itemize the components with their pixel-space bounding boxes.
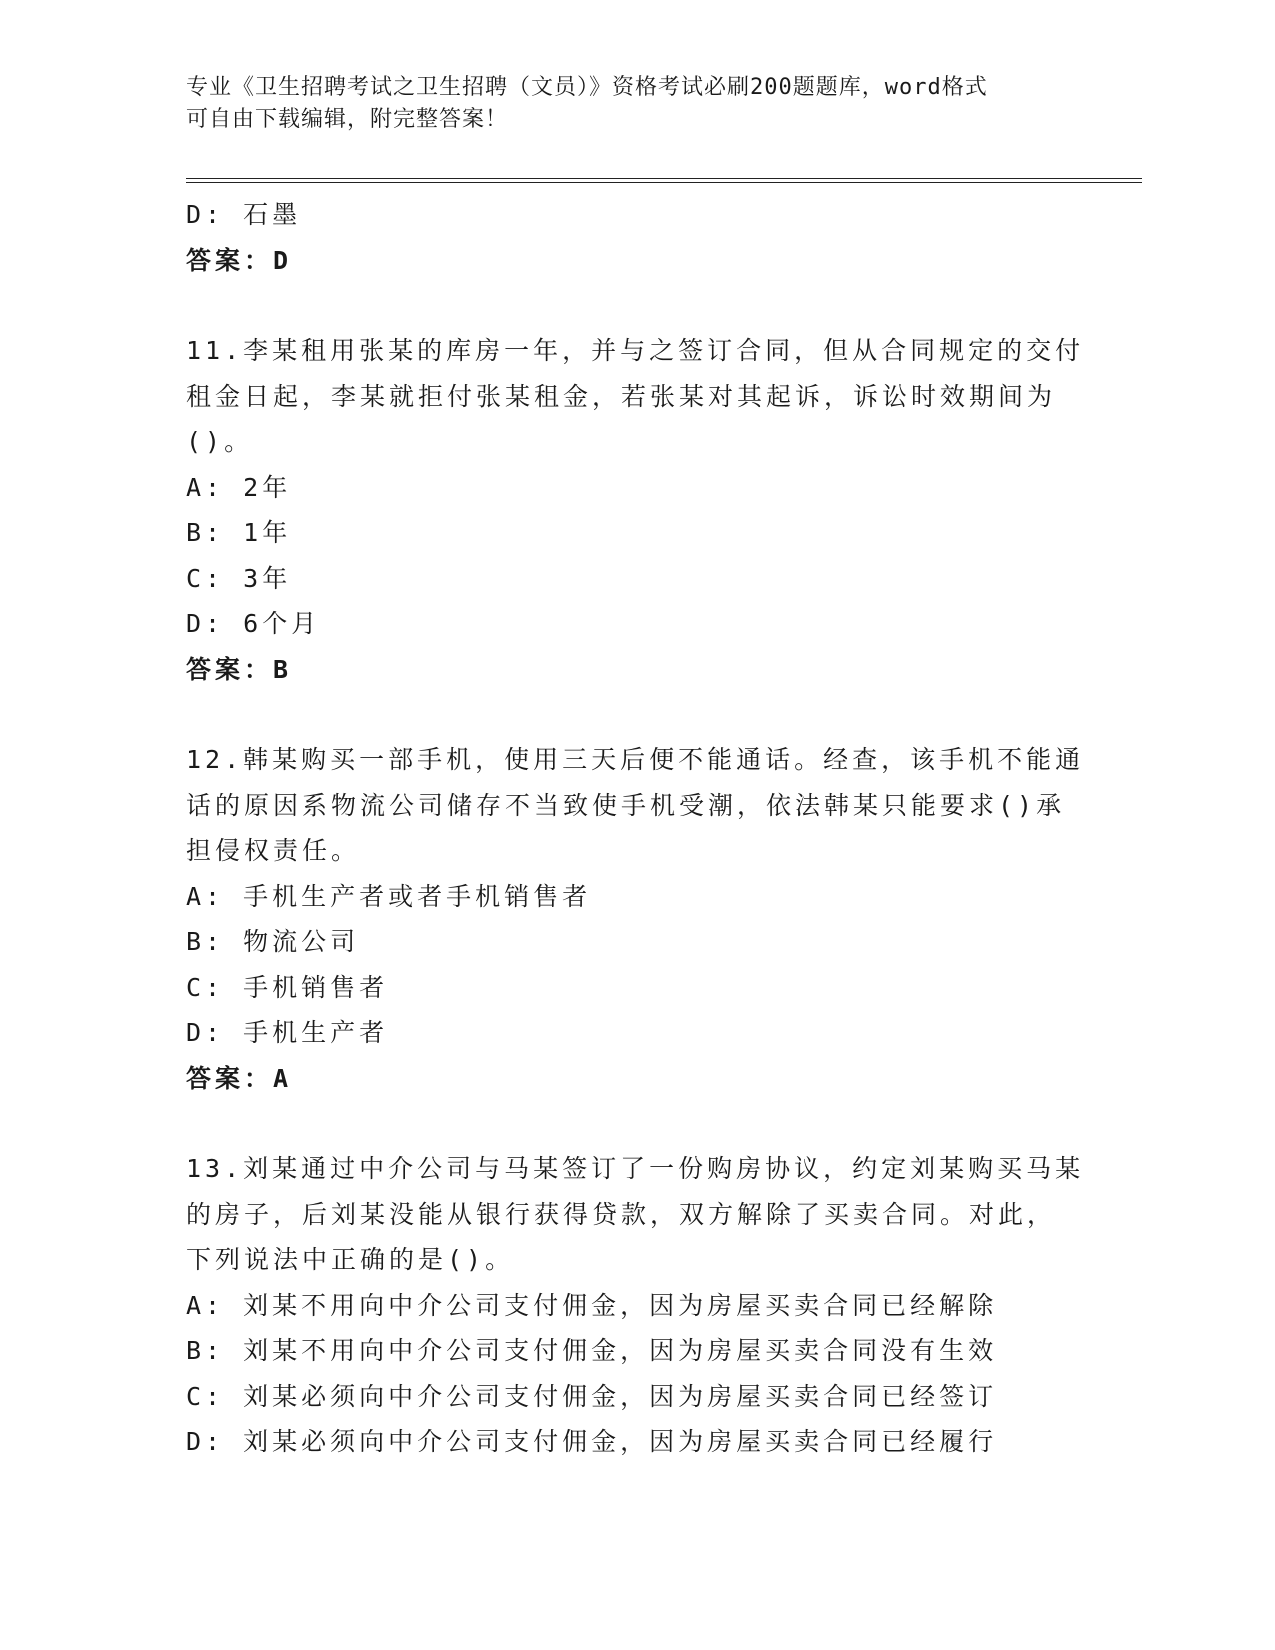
question-text-line: 11.李某租用张某的库房一年，并与之签订合同，但从合同规定的交付 [186, 336, 1085, 365]
question-11 [186, 328, 1086, 692]
header-line-1: 专业《卫生招聘考试之卫生招聘（文员）》资格考试必刷200题题库，word格式 [186, 75, 988, 100]
question-text-line: 租金日起，李某就拒付张某租金，若张某对其起诉，诉讼时效期间为 [186, 381, 1057, 411]
spacer [186, 692, 1086, 737]
spacer [186, 283, 1086, 328]
question-text-line: 12.韩某购买一部手机，使用三天后便不能通话。经查，该手机不能通 [186, 745, 1085, 774]
question-text-line: 担侵权责任。 [186, 836, 361, 865]
question-text-line: 话的原因系物流公司储存不当致使手机受潮，依法韩某只能要求()承 [186, 790, 1066, 820]
spacer [186, 1101, 1086, 1146]
question-12 [186, 737, 1086, 1101]
question-text-line: 13.刘某通过中介公司与马某签订了一份购房协议，约定刘某购买马某 [186, 1154, 1085, 1183]
option-b: B: 物流公司 [186, 927, 360, 956]
question-text-line: ()。 [186, 427, 254, 456]
header-rule-bottom [186, 182, 1142, 183]
question-text-line: 下列说法中正确的是()。 [186, 1245, 515, 1274]
option-d: D: 手机生产者 [186, 1018, 389, 1047]
question-text-line: 的房子，后刘某没能从银行获得贷款，双方解除了买卖合同。对此， [186, 1199, 1057, 1229]
option-c: C: 3年 [186, 563, 292, 593]
document-header [186, 72, 1066, 136]
answer-line: 答案：A [186, 1063, 293, 1093]
question-13 [186, 1146, 1086, 1465]
option-c: C: 刘某必须向中介公司支付佣金，因为房屋买卖合同已经签订 [186, 1381, 998, 1411]
option-a: A: 手机生产者或者手机销售者 [186, 881, 592, 911]
option-a: A: 2年 [186, 472, 292, 502]
option-a: A: 刘某不用向中介公司支付佣金，因为房屋买卖合同已经解除 [186, 1290, 998, 1320]
option-d: D: 石墨 [186, 200, 302, 229]
header-line-2: 可自由下载编辑，附完整答案！ [186, 107, 509, 132]
option-d: D: 刘某必须向中介公司支付佣金，因为房屋买卖合同已经履行 [186, 1427, 998, 1456]
answer-line: 答案：B [186, 654, 293, 684]
header-rule-top [186, 178, 1142, 179]
option-b: B: 刘某不用向中介公司支付佣金，因为房屋买卖合同没有生效 [186, 1336, 998, 1365]
option-c: C: 手机销售者 [186, 972, 389, 1002]
document-body [186, 192, 1086, 1465]
option-b: B: 1年 [186, 518, 292, 547]
answer-line: 答案：D [186, 245, 293, 275]
option-d: D: 6个月 [186, 609, 321, 638]
